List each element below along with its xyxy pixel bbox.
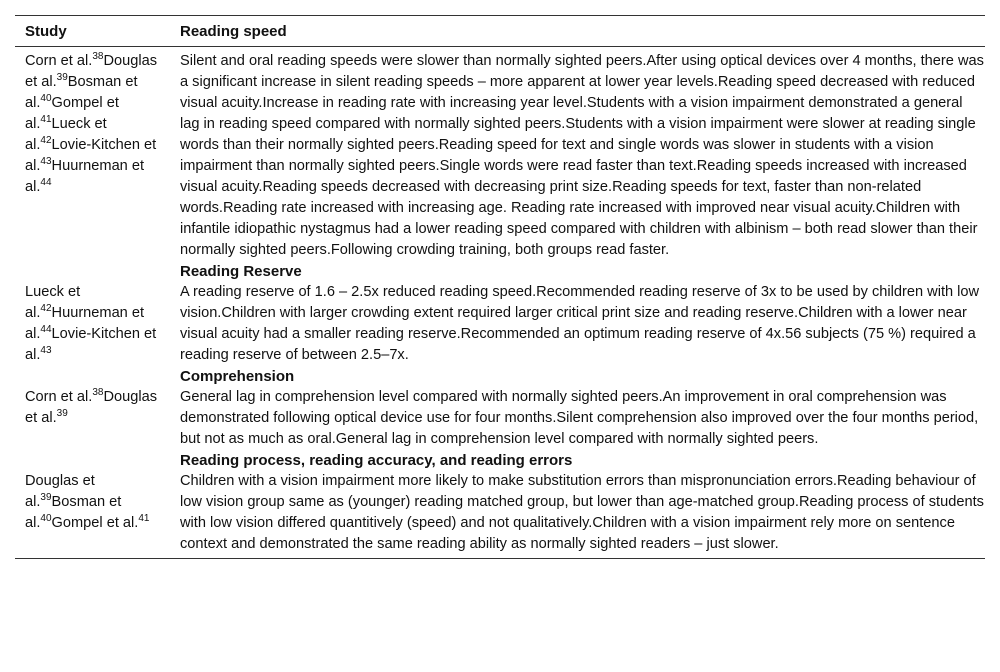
finding-text: Children with a vision impairment more likely to make substitution errors than mispronunciation errors.Reading behaviour of low vision group same as (younger) reading matched group, but lower than age-matched group.Reading process of students with low vision differed quantitively (speed) and not qualitatively.Children with a vision impairment rely more on sentence context and demonstrated the same reading ability as normally sighted readers – just slower. <box>180 473 984 552</box>
citation-ref: 40 <box>40 93 52 105</box>
table-row <box>15 282 985 366</box>
study-name: Corn et al. <box>25 53 93 69</box>
header-study: Study <box>25 22 67 40</box>
section-heading-row <box>15 450 985 471</box>
study-name: Lovie-Kitchen et al. <box>25 137 157 174</box>
study-cell <box>15 282 170 366</box>
study-name: Huurneman et al. <box>25 158 145 195</box>
evidence-table <box>15 15 985 559</box>
study-name: Gompel et al. <box>51 515 139 531</box>
study-name: Corn et al. <box>25 389 93 405</box>
citation-ref: 41 <box>40 114 52 126</box>
study-cell <box>15 471 170 555</box>
citation-ref: 42 <box>40 303 52 315</box>
study-name: Lovie-Kitchen et al. <box>25 326 157 363</box>
finding-text: A reading reserve of 1.6 – 2.5x reduced reading speed.Recommended reading reserve of 3x to be used by children with low vision.Children with larger crowding extent required larger critical print size and reading reserve.Children with a lower near visual acuity had a smaller reading reserve.Recommended an optimum reading reserve of 4x.56 subjects (75 %) required a reading reserve of between 2.5–7x. <box>180 284 980 363</box>
citation-ref: 43 <box>40 156 52 168</box>
citation-ref: 43 <box>40 345 52 357</box>
citation-ref: 44 <box>40 177 52 189</box>
study-name: Douglas et al. <box>25 473 95 510</box>
study-cell <box>15 51 170 261</box>
citation-ref: 39 <box>56 72 68 84</box>
study-name: Douglas et al. <box>25 53 157 90</box>
study-name: Bosman et al. <box>25 494 122 531</box>
finding-cell <box>170 471 985 555</box>
citation-ref: 39 <box>40 492 52 504</box>
section-heading-row <box>15 366 985 387</box>
study-cell <box>15 387 170 450</box>
section-heading: Comprehension <box>180 368 295 385</box>
study-name: Douglas et al. <box>25 389 157 426</box>
header-reading-speed: Reading speed <box>180 22 287 40</box>
study-name: Lueck et al. <box>25 284 81 321</box>
finding-cell <box>170 387 985 450</box>
finding-cell <box>170 51 985 261</box>
study-name: Huurneman et al. <box>25 305 145 342</box>
study-name: Gompel et al. <box>25 95 119 132</box>
citation-ref: 39 <box>56 408 68 420</box>
table-row <box>15 47 985 261</box>
table-bottom-rule <box>15 558 985 559</box>
citation-ref: 41 <box>138 513 150 525</box>
section-heading-row <box>15 261 985 282</box>
table-row <box>15 387 985 450</box>
finding-text: Silent and oral reading speeds were slower than normally sighted peers.After using optical devices over 4 months, there was a significant increase in silent reading speeds – more apparent at lower year levels.Reading speed decreased with reduced visual acuity.Increase in reading rate with increasing year level.Students with a vision impairment demonstrated a general lag in reading speed compared with normally sighted peers.Students with a vision impairment were slower at reading single words than their normally sighted peers.Reading speed for text and single words was slower in students with a vision impairment than normally sighted peers.Single words were read faster than text.Reading speeds increased with increased visual acuity.Reading speeds decreased with decreasing print size.Reading speeds for text, faster than non-related words.Reading rate increased with increasing age. Reading rate increased with improved near visual acuity.Children with infantile idiopathic nystagmus had a lower reading speed compared with children with albinism – both read slower than their normally sighted peers.Following crowding training, both groups read faster. <box>180 53 984 258</box>
finding-cell <box>170 282 985 366</box>
section-heading: Reading process, reading accuracy, and reading errors <box>180 452 573 469</box>
citation-ref: 38 <box>92 51 104 63</box>
citation-ref: 38 <box>92 387 104 399</box>
table-row <box>15 471 985 555</box>
study-name: Bosman et al. <box>25 74 138 111</box>
citation-ref: 42 <box>40 135 52 147</box>
section-heading: Reading Reserve <box>180 263 302 280</box>
finding-text: General lag in comprehension level compared with normally sighted peers.An improvement in oral comprehension was demonstrated following optical device use for four months.Silent comprehension also improved over the four months period, but not as much as oral.General lag in comprehension level compared with normally sighted peers. <box>180 389 979 447</box>
table-header <box>15 16 985 47</box>
study-name: Lueck et al. <box>25 116 107 153</box>
citation-ref: 44 <box>40 324 52 336</box>
citation-ref: 40 <box>40 513 52 525</box>
